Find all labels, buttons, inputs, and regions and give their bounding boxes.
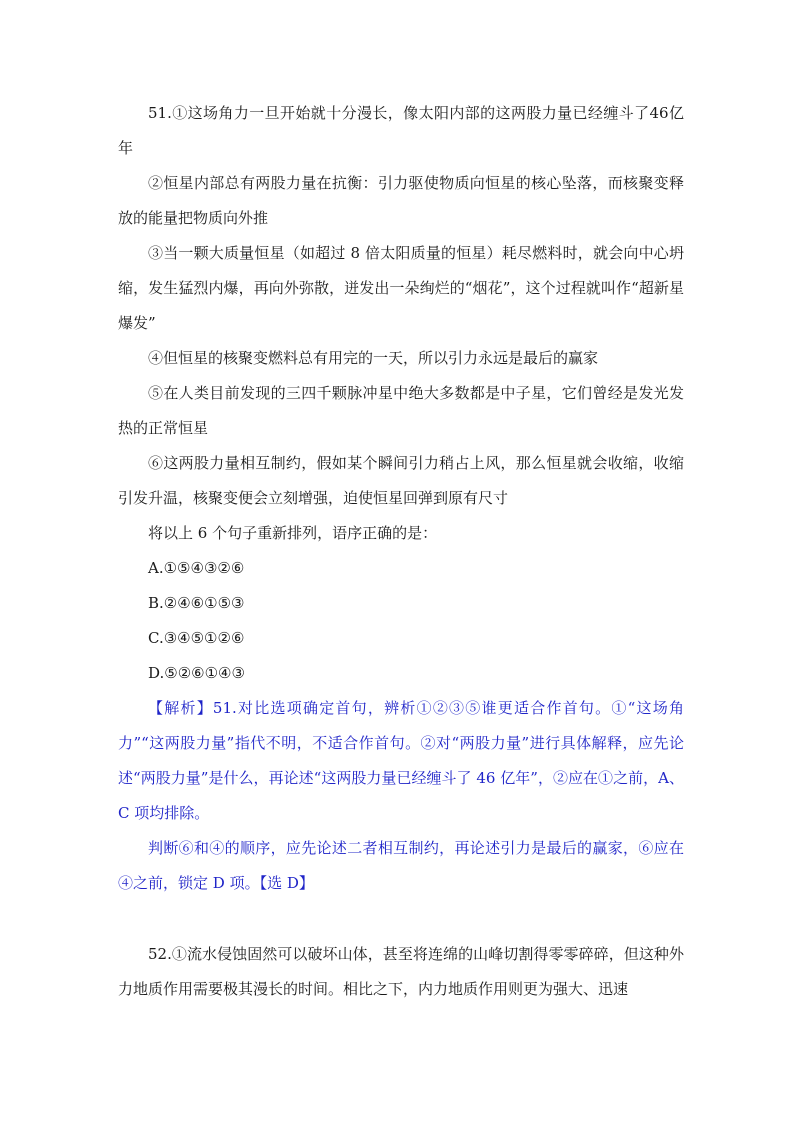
q51-sentence-5: ⑤在人类目前发现的三四千颗脉冲星中绝大多数都是中子星，它们曾经是发光发热的正常恒星 bbox=[118, 384, 684, 437]
q51-option-b: B.②④⑥①⑤③ bbox=[148, 594, 245, 612]
q51-sentence-4: ④但恒星的核聚变燃料总有用完的一天，所以引力永远是最后的赢家 bbox=[148, 349, 599, 367]
q51-sentence-3: ③当一颗大质量恒星（如超过 8 倍太阳质量的恒星）耗尽燃料时，就会向中心坍缩，发生猛烈内爆，再向外弥散，迸发出一朵绚烂的“烟花”，这个过程就叫作“超新星爆发” bbox=[118, 244, 684, 332]
q51-question: 将以上 6 个句子重新排列，语序正确的是： bbox=[148, 524, 438, 542]
q51-analysis-2: 判断⑥和④的顺序，应先论述二者相互制约，再论述引力是最后的赢家，⑥应在④之前，锁定 D 项。【选 D】 bbox=[118, 839, 684, 892]
q52-stem: 52.①流水侵蚀固然可以破坏山体，甚至将连绵的山峰切割得零零碎碎，但这种外力地质作用需要极其漫长的时间。相比之下，内力地质作用则更为强大、迅速 bbox=[118, 945, 684, 998]
q51-analysis-1: 【解析】51.对比选项确定首句，辨析①②③⑤谁更适合作首句。①“这场角力”“这两股力量”指代不明，不适合作首句。②对“两股力量”进行具体解释，应先论述“两股力量”是什么，再论述“这两股力量已经缠斗了 46 亿年”，②应在①之前，A、C 项均排除。 bbox=[118, 699, 684, 822]
q51-sentence-2: ②恒星内部总有两股力量在抗衡：引力驱使物质向恒星的核心坠落，而核聚变释放的能量把物质向外推 bbox=[118, 174, 684, 227]
q51-sentence-6: ⑥这两股力量相互制约，假如某个瞬间引力稍占上风，那么恒星就会收缩，收缩引发升温，核聚变便会立刻增强，迫使恒星回弹到原有尺寸 bbox=[118, 454, 684, 507]
document-page bbox=[118, 96, 684, 1007]
q51-option-d: D.⑤②⑥①④③ bbox=[148, 664, 245, 682]
q51-option-a: A.①⑤④③②⑥ bbox=[148, 559, 245, 577]
q51-option-c: C.③④⑤①②⑥ bbox=[148, 629, 245, 647]
section-gap bbox=[118, 901, 684, 937]
q51-stem: 51.①这场角力一旦开始就十分漫长，像太阳内部的这两股力量已经缠斗了46亿年 bbox=[118, 104, 684, 157]
